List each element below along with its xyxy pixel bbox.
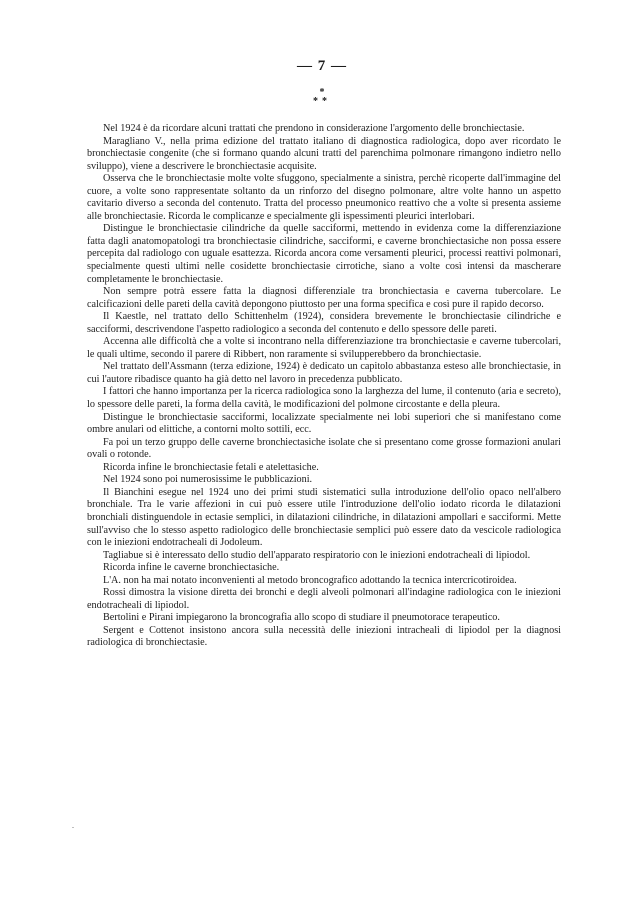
paragraph: Distingue le bronchiectasie sacciformi, localizzate specialmente nei lobi superiori che si manifestano come ombre anulari od elittiche, a contorni molto sottili, ecc. <box>87 411 561 436</box>
section-asterism <box>0 88 644 106</box>
paragraph: Rossi dimostra la visione diretta dei bronchi e degli alveoli polmonari all'indagine radiologica con le iniezioni endotracheali di lipiodol. <box>87 587 561 611</box>
paragraph: Ricorda infine le bronchiectasie fetali e atelettasiche. <box>103 461 319 473</box>
paragraph: Bertolini e Pirani impiegarono la broncografia allo scopo di studiare il pneumotorace terapeutico. <box>103 612 500 624</box>
paragraph: Distingue le bronchiectasie cilindriche da quelle sacciformi, mettendo in evidenza come la differenziazione fatta dagli anatomopatologi tra bronchiectasie cilindriche, sacciformi, e caverne bronchiectasiche non possa essere percepita dal radiologo con uguale esattezza. Ricorda ancora come versamenti pleurici, processi reattivi polmonari, specialmente questi ultimi nelle cosidette bronchiectasie cirrotiche, siano a volte così intensi da mascherare completamente le bronchiectasie. <box>87 223 561 285</box>
paragraph: Osserva che le bronchiectasie molte volte sfuggono, specialmente a sinistra, perchè ricoperte dall'immagine del cuore, a volte sono rappresentate soltanto da un rinforzo del disegno polmonare, altre volte hanno un aspetto cavitario diverso a seconda del contenuto. Tratta del processo pneumonico reattivo che a volte si presenta assieme alle bronchiectasie. Ricorda le complicanze e specialmente gli ispessimenti pleurici interlobari. <box>87 173 561 222</box>
asterism-top: * <box>319 87 325 98</box>
paragraph: Maragliano V., nella prima edizione del trattato italiano di diagnostica radiologica, dopo aver ricordato le bronchiectasie congenite (che si formano quando alcuni tratti del parenchima polmonare rimangono indietro nello sviluppo), viene a descrivere le bronchiectasie acquisite. <box>87 135 561 172</box>
body-text <box>87 123 561 650</box>
paragraph: Tagliabue si è interessato dello studio dell'apparato respiratorio con le iniezioni endotracheali di lipiodol. <box>103 549 531 561</box>
page-number: — 7 — <box>297 58 347 74</box>
paragraph: Il Kaestle, nel trattato dello Schittenhelm (1924), considera brevemente le bronchiectasie cilindriche e sacciformi, descrivendone l'aspetto radiologico a seconda del contenuto e dello spessore delle pareti. <box>87 311 561 335</box>
paragraph: L'A. non ha mai notato inconvenienti al metodo broncografico adottando la tecnica intercricotiroidea. <box>103 574 517 586</box>
paragraph: Accenna alle difficoltà che a volte si incontrano nella differenziazione tra bronchiectasie e caverne tubercolari, le quali ultime, secondo il parere di Ribbert, non raramente si svilupperebbero da bronchiectasie. <box>87 336 561 360</box>
paragraph: Il Bianchini esegue nel 1924 uno dei primi studi sistematici sulla introduzione dell'olio opaco nell'albero bronchiale. Tra le varie affezioni in cui può essere utile l'introduzione dell'olio iodato ricorda le dilatazioni bronchiali distinguendole in ectasie semplici, in dilatazioni cilindriche, in dilatazioni ampollari e sacciformi. Mette sull'avviso che lo stesso aspetto radiologico delle bronchiectasie semplici può essere dato da vescicole radiologica con le iniezioni endotracheali di Jodoleum. <box>87 486 561 549</box>
asterism-bottom: ** <box>313 96 331 107</box>
paragraph: Ricorda infine le caverne bronchiectasiche. <box>103 562 280 574</box>
page-speck: . <box>72 821 74 830</box>
paragraph: Nel 1924 è da ricordare alcuni trattati che prendono in considerazione l'argomento delle bronchiectasie. <box>103 123 525 134</box>
paragraph: Fa poi un terzo gruppo delle caverne bronchiectasiche isolate che si presentano come grosse formazioni anulari ovali o rotonde. <box>87 436 561 461</box>
paragraph: Non sempre potrà essere fatta la diagnosi differenziale tra bronchiectasia e caverna tubercolare. Le calcificazioni delle pareti della cavità depongono piuttosto per una forma specifica e così pure il rapido decorso. <box>87 286 561 310</box>
paragraph: I fattori che hanno importanza per la ricerca radiologica sono la larghezza del lume, il contenuto (aria e secreto), lo spessore delle pareti, la forma della cavità, le modificazioni del polmone circostante e della pleura. <box>87 386 561 411</box>
paragraph: Sergent e Cottenot insistono ancora sulla necessità delle iniezioni intracheali di lipiodol per la diagnosi radiologica di bronchiectasie. <box>87 624 561 649</box>
paragraph: Nel 1924 sono poi numerosissime le pubblicazioni. <box>103 474 313 486</box>
paragraph: Nel trattato dell'Assmann (terza edizione, 1924) è dedicato un capitolo abbastanza esteso alle bronchiectasie, in cui l'autore ribadisce quanto ha già detto nel lavoro in precedenza pubblicato. <box>87 361 561 385</box>
